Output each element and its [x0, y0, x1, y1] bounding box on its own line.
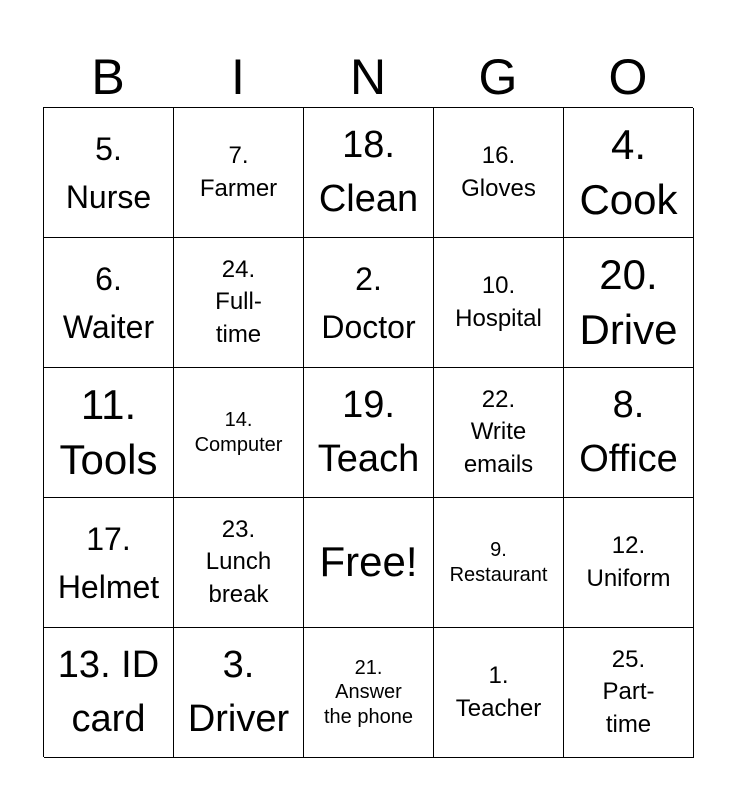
bingo-cell[interactable] [564, 108, 694, 238]
bingo-cell[interactable] [564, 628, 694, 758]
cell-text: 11. Tools [59, 380, 158, 483]
header-letter-g: G [478, 49, 518, 105]
cell-text: 8. Office [579, 384, 678, 480]
cell-text: 4. Cook [579, 120, 678, 223]
cell-text: 10. Hospital [455, 272, 542, 332]
bingo-cell[interactable] [174, 368, 304, 498]
header-letter-o: O [608, 49, 648, 105]
bingo-cell[interactable] [304, 238, 434, 368]
bingo-cell[interactable] [304, 108, 434, 238]
bingo-cell[interactable] [564, 368, 694, 498]
bingo-cell[interactable] [434, 498, 564, 628]
cell-text: Free! [319, 538, 418, 586]
bingo-cell[interactable] [44, 628, 174, 758]
bingo-cell[interactable] [564, 238, 694, 368]
bingo-free-space[interactable] [304, 498, 434, 628]
cell-text: 21. Answer the phone [324, 656, 413, 728]
cell-text: 5. Nurse [65, 130, 152, 215]
bingo-cell[interactable] [44, 108, 174, 238]
header-letter-b: B [91, 49, 125, 105]
cell-text: 6. Waiter [62, 260, 155, 345]
cell-text: 24. Full- time [215, 255, 262, 348]
cell-text: 9. Restaurant [449, 539, 548, 586]
cell-text: 25. Part- time [602, 645, 655, 738]
bingo-header [43, 50, 693, 105]
cell-text: 12. Uniform [586, 532, 671, 592]
cell-text: 16. Gloves [461, 142, 536, 202]
cell-text: 18. Clean [318, 124, 419, 220]
cell-text: 23. Lunch break [205, 515, 272, 608]
bingo-cell[interactable] [44, 238, 174, 368]
bingo-cell[interactable] [304, 368, 434, 498]
cell-text: 20. Drive [579, 250, 678, 353]
bingo-cell[interactable] [434, 628, 564, 758]
bingo-cell[interactable] [434, 238, 564, 368]
cell-text: 22. Write emails [463, 385, 534, 478]
bingo-card [43, 107, 693, 757]
header-letter-i: I [231, 49, 245, 105]
bingo-cell[interactable] [44, 368, 174, 498]
cell-text: 14. Computer [194, 409, 283, 456]
cell-text: 7. Farmer [199, 142, 278, 202]
cell-text: 1. Teacher [455, 662, 542, 722]
bingo-cell[interactable] [434, 108, 564, 238]
bingo-cell[interactable] [174, 108, 304, 238]
cell-text: 13. ID card [57, 644, 160, 740]
cell-text: 2. Doctor [321, 260, 416, 345]
bingo-cell[interactable] [304, 628, 434, 758]
bingo-cell[interactable] [174, 238, 304, 368]
bingo-cell[interactable] [44, 498, 174, 628]
cell-text: 3. Driver [187, 644, 290, 740]
bingo-cell[interactable] [564, 498, 694, 628]
cell-text: 17. Helmet [57, 520, 160, 605]
cell-text: 19. Teach [317, 384, 420, 480]
bingo-cell[interactable] [434, 368, 564, 498]
header-letter-n: N [349, 49, 387, 105]
bingo-cell[interactable] [174, 628, 304, 758]
bingo-cell[interactable] [174, 498, 304, 628]
